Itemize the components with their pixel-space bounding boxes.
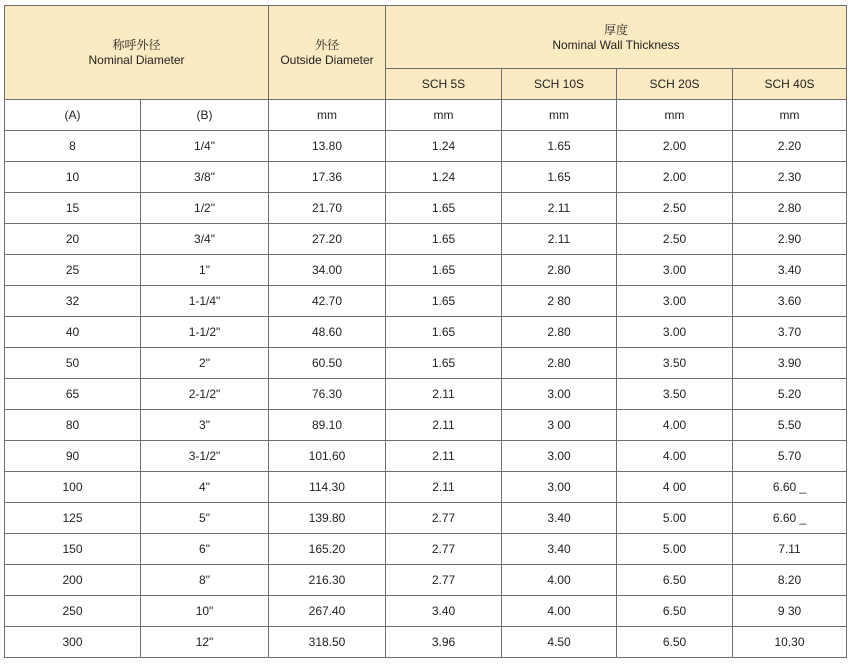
schedule-header-sch20s: SCH 20S [617,69,733,100]
nominal-b-cell: 1-1/2" [141,317,269,348]
nominal-a-cell: 8 [5,131,141,162]
nominal-b-cell: 2" [141,348,269,379]
nominal-b-cell: 3/4" [141,224,269,255]
nominal-a-cell: 10 [5,162,141,193]
unit-cell-od: mm [269,100,386,131]
sch20s-cell: 4 00 [617,472,733,503]
table-row [5,379,847,410]
nominal-b-cell: 12" [141,627,269,658]
sch20s-cell: 2.00 [617,162,733,193]
sch20s-cell: 3.50 [617,379,733,410]
sch5s-cell: 3.96 [386,627,502,658]
sch5s-cell: 1.65 [386,255,502,286]
outside-diameter-cell: 42.70 [269,286,386,317]
outside-diameter-cell: 101.60 [269,441,386,472]
sch5s-cell: 3.40 [386,596,502,627]
nominal-b-cell: 1-1/4" [141,286,269,317]
header-row-main [5,6,847,69]
sch20s-cell: 2.50 [617,224,733,255]
outside-diameter-en: Outside Diameter [280,53,374,67]
sch40s-cell: 6.60 _ [733,472,847,503]
nominal-a-cell: 32 [5,286,141,317]
nominal-diameter-zh: 称呼外径 [112,38,161,52]
sch5s-cell: 1.24 [386,162,502,193]
table-row [5,472,847,503]
pipe-dimension-table [4,5,847,658]
sch10s-cell: 3.40 [502,503,617,534]
sch40s-cell: 2.80 [733,193,847,224]
nominal-b-cell: 3-1/2" [141,441,269,472]
sch40s-cell: 5.70 [733,441,847,472]
outside-diameter-cell: 267.40 [269,596,386,627]
sch20s-cell: 4.00 [617,441,733,472]
sch40s-cell: 9 30 [733,596,847,627]
wall-thickness-zh: 厚度 [603,22,628,37]
outside-diameter-cell: 216.30 [269,565,386,596]
sch10s-cell: 3.40 [502,534,617,565]
sch5s-cell: 2.77 [386,534,502,565]
nominal-a-cell: 50 [5,348,141,379]
table-row [5,348,847,379]
unit-row [5,100,847,131]
nominal-a-cell: 100 [5,472,141,503]
table-row [5,410,847,441]
nominal-b-cell: 1" [141,255,269,286]
nominal-a-cell: 250 [5,596,141,627]
nominal-a-cell: 125 [5,503,141,534]
sch40s-cell: 2.90 [733,224,847,255]
sch20s-cell: 2.50 [617,193,733,224]
sch10s-cell: 2.11 [502,193,617,224]
sch5s-cell: 2.77 [386,503,502,534]
sch10s-cell: 3 00 [502,410,617,441]
nominal-diameter-en: Nominal Diameter [88,53,185,67]
nominal-b-cell: 8" [141,565,269,596]
nominal-b-cell: 4" [141,472,269,503]
wall-thickness-header [386,6,847,69]
sch10s-cell: 2.80 [502,255,617,286]
outside-diameter-header [269,6,386,100]
outside-diameter-zh: 外径 [314,38,339,52]
schedule-header-sch10s: SCH 10S [502,69,617,100]
table-row [5,131,847,162]
sch20s-cell: 6.50 [617,627,733,658]
outside-diameter-cell: 21.70 [269,193,386,224]
outside-diameter-cell: 27.20 [269,224,386,255]
outside-diameter-cell: 139.80 [269,503,386,534]
unit-cell-sch40s: mm [733,100,847,131]
sch20s-cell: 2.00 [617,131,733,162]
sch10s-cell: 1.65 [502,131,617,162]
nominal-b-cell: 3/8" [141,162,269,193]
nominal-a-cell: 300 [5,627,141,658]
sch5s-cell: 1.24 [386,131,502,162]
nominal-a-cell: 65 [5,379,141,410]
outside-diameter-cell: 165.20 [269,534,386,565]
nominal-a-cell: 20 [5,224,141,255]
sch5s-cell: 1.65 [386,193,502,224]
sch40s-cell: 3.90 [733,348,847,379]
nominal-b-cell: 1/2" [141,193,269,224]
outside-diameter-cell: 76.30 [269,379,386,410]
table-row [5,317,847,348]
unit-cell-sch5s: mm [386,100,502,131]
sch40s-cell: 2.30 [733,162,847,193]
sch5s-cell: 1.65 [386,224,502,255]
sch40s-cell: 2.20 [733,131,847,162]
outside-diameter-cell: 114.30 [269,472,386,503]
nominal-b-cell: 3" [141,410,269,441]
sch20s-cell: 5.00 [617,534,733,565]
sch20s-cell: 3.00 [617,286,733,317]
sch40s-cell: 7.11 [733,534,847,565]
nominal-a-cell: 90 [5,441,141,472]
sch10s-cell: 4.00 [502,565,617,596]
nominal-a-cell: 15 [5,193,141,224]
nominal-a-cell: 80 [5,410,141,441]
sch10s-cell: 3.00 [502,472,617,503]
table-row [5,193,847,224]
outside-diameter-cell: 60.50 [269,348,386,379]
outside-diameter-cell: 89.10 [269,410,386,441]
sch40s-cell: 5.50 [733,410,847,441]
sch20s-cell: 6.50 [617,565,733,596]
sch10s-cell: 2.11 [502,224,617,255]
sch40s-cell: 5.20 [733,379,847,410]
nominal-a-cell: 40 [5,317,141,348]
sch20s-cell: 3.50 [617,348,733,379]
table-body [5,100,847,658]
sch10s-cell: 2 80 [502,286,617,317]
table-row [5,162,847,193]
sch40s-cell: 3.40 [733,255,847,286]
sch10s-cell: 2.80 [502,317,617,348]
sch20s-cell: 3.00 [617,317,733,348]
unit-cell-a: (A) [5,100,141,131]
sch10s-cell: 2.80 [502,348,617,379]
nominal-a-cell: 200 [5,565,141,596]
nominal-b-cell: 5" [141,503,269,534]
sch20s-cell: 3.00 [617,255,733,286]
table-row [5,255,847,286]
sch5s-cell: 2.77 [386,565,502,596]
table-row [5,503,847,534]
nominal-b-cell: 6" [141,534,269,565]
sch40s-cell: 8.20 [733,565,847,596]
sch10s-cell: 3.00 [502,441,617,472]
outside-diameter-cell: 13.80 [269,131,386,162]
nominal-diameter-header [5,6,269,100]
table-row [5,627,847,658]
schedule-header-sch5s: SCH 5S [386,69,502,100]
sch10s-cell: 1.65 [502,162,617,193]
sch5s-cell: 2.11 [386,441,502,472]
outside-diameter-cell: 48.60 [269,317,386,348]
sch10s-cell: 4.00 [502,596,617,627]
outside-diameter-cell: 318.50 [269,627,386,658]
table-row [5,286,847,317]
schedule-header-sch40s: SCH 40S [733,69,847,100]
nominal-a-cell: 150 [5,534,141,565]
sch5s-cell: 1.65 [386,286,502,317]
sch20s-cell: 5.00 [617,503,733,534]
unit-cell-sch10s: mm [502,100,617,131]
sch5s-cell: 1.65 [386,317,502,348]
sch20s-cell: 6.50 [617,596,733,627]
sch40s-cell: 10.30 [733,627,847,658]
sch10s-cell: 4.50 [502,627,617,658]
unit-cell-b: (B) [141,100,269,131]
table-row [5,441,847,472]
table-row [5,534,847,565]
nominal-b-cell: 2-1/2" [141,379,269,410]
sch5s-cell: 1.65 [386,348,502,379]
table-row [5,224,847,255]
nominal-a-cell: 25 [5,255,141,286]
sch5s-cell: 2.11 [386,379,502,410]
sch5s-cell: 2.11 [386,472,502,503]
unit-cell-sch20s: mm [617,100,733,131]
sch40s-cell: 3.70 [733,317,847,348]
sch10s-cell: 3.00 [502,379,617,410]
table-row [5,565,847,596]
sch40s-cell: 3.60 [733,286,847,317]
outside-diameter-cell: 34.00 [269,255,386,286]
nominal-b-cell: 10" [141,596,269,627]
outside-diameter-cell: 17.36 [269,162,386,193]
sch40s-cell: 6.60 _ [733,503,847,534]
sch5s-cell: 2.11 [386,410,502,441]
nominal-b-cell: 1/4" [141,131,269,162]
table-row [5,596,847,627]
sch20s-cell: 4.00 [617,410,733,441]
wall-thickness-en: Nominal Wall Thickness [552,37,680,52]
